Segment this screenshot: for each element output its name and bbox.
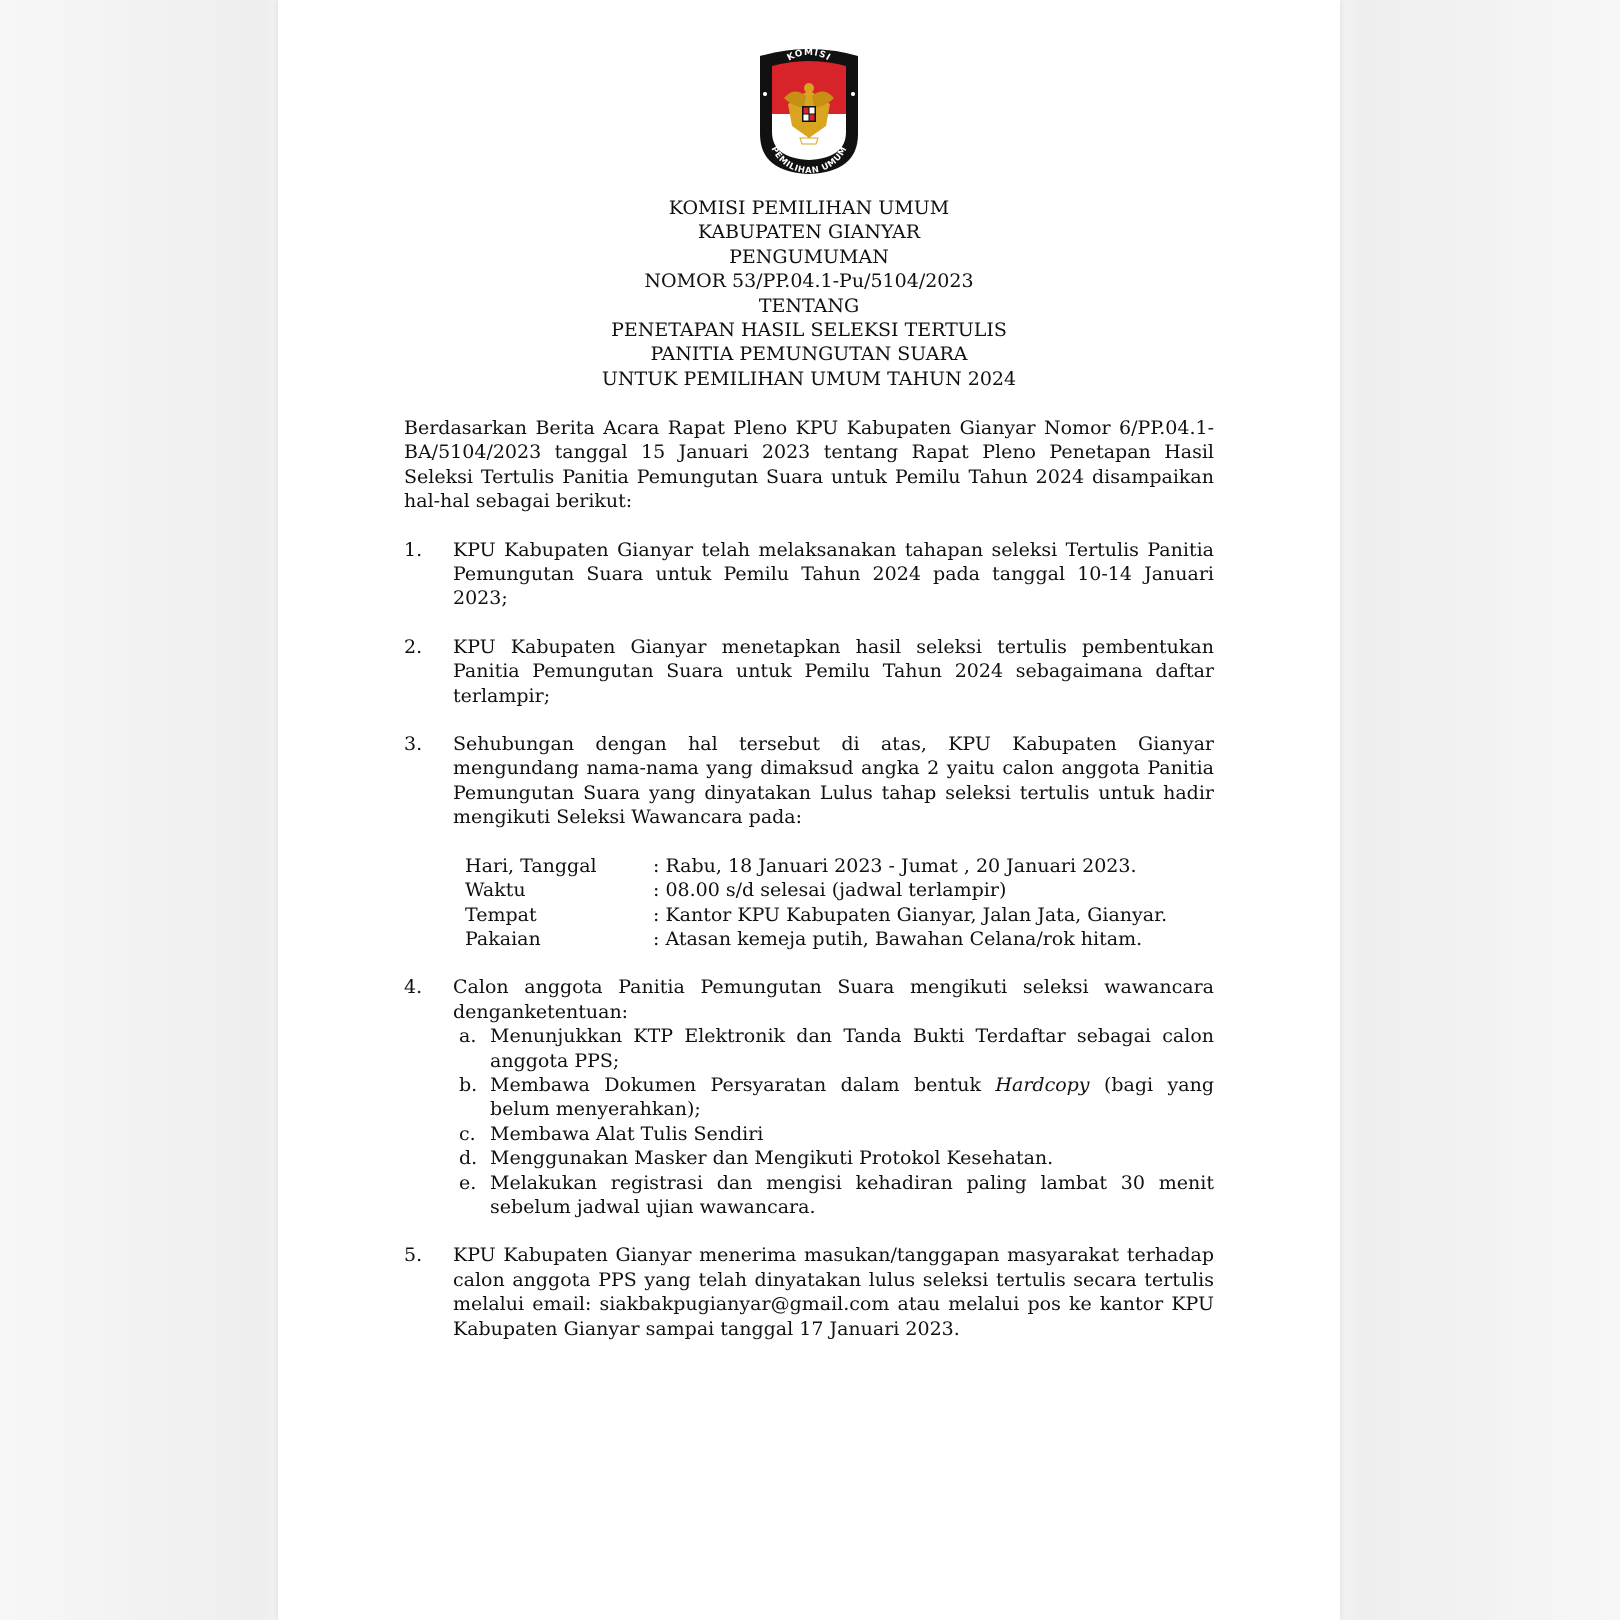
requirement-text: Membawa Alat Tulis Sendiri — [490, 1122, 764, 1145]
requirement-letter: e. — [459, 1171, 477, 1194]
requirement-item — [453, 1171, 1214, 1220]
schedule-label: Hari, Tanggal — [465, 854, 597, 877]
requirement-text: Menunjukkan KTP Elektronik dan Tanda Bukti Terdaftar sebagai calon anggota PPS; — [490, 1025, 1214, 1072]
header-line-subject-2: PANITIA PEMUNGUTAN SUARA — [650, 343, 968, 366]
list-item — [404, 1243, 1214, 1341]
header-line-type: PENGUMUMAN — [729, 245, 889, 268]
requirement-letter: d. — [459, 1147, 478, 1170]
list-item — [404, 635, 1214, 708]
schedule-value: : Atasan kemeja putih, Bawahan Celana/rok hitam. — [653, 927, 1143, 950]
schedule-row — [465, 903, 1214, 927]
schedule-value: : Rabu, 18 Januari 2023 - Jumat , 20 Januari 2023. — [653, 854, 1137, 877]
schedule-label: Waktu — [465, 879, 526, 902]
requirement-text-italic: Hardcopy — [995, 1073, 1090, 1096]
item-text: KPU Kabupaten Gianyar menetapkan hasil seleksi tertulis pembentukan Panitia Pemungutan Suara untuk Pemilu Tahun 2024 sebagaimana daftar terlampir; — [453, 635, 1214, 707]
list-item — [404, 975, 1214, 1219]
item-text: KPU Kabupaten Gianyar menerima masukan/tanggapan masyarakat terhadap calon anggota PPS yang telah dinyatakan lulus seleksi tertulis secara tertulis melalui email: siakbakpugianyar@gmail.com atau melalui pos ke kantor KPU Kabupaten Gianyar sampai tanggal 17 Januari 2023. — [453, 1244, 1214, 1340]
item-number: 2. — [404, 635, 423, 658]
item-text: Sehubungan dengan hal tersebut di atas, KPU Kabupaten Gianyar mengundang nama-nama yang dimaksud angka 2 yaitu calon anggota Panitia Pemungutan Suara yang dinyatakan Lulus tahap seleksi tertulis untuk hadir mengikuti Seleksi Wawancara pada: — [453, 733, 1214, 829]
logo-dot-right — [851, 92, 855, 96]
schedule-row — [465, 878, 1214, 902]
requirement-text-after: (bagi yang belum menyerahkan); — [490, 1073, 1214, 1121]
header-line-institution: KOMISI PEMILIHAN UMUM — [668, 197, 950, 219]
intro-paragraph: Berdasarkan Berita Acara Rapat Pleno KPU Kabupaten Gianyar Nomor 6/PP.04.1-BA/5104/2023 tanggal 15 Januari 2023 tentang Rapat Pleno Penetapan Hasil Seleksi Tertulis Panitia Pemungutan Suara untuk Pemilu Tahun 2024 disampaikan hal-hal sebagai berikut: — [404, 417, 1214, 513]
item-text: Calon anggota Panitia Pemungutan Suara mengikuti seleksi wawancara denganketentuan: — [453, 976, 1214, 1023]
announcement-body — [404, 416, 1214, 1365]
schedule-label: Tempat — [465, 903, 537, 926]
header-line-subject-1: PENETAPAN HASIL SELEKSI TERTULIS — [611, 319, 1007, 342]
logo-arc-bottom-text: PEMILIHAN UMUM — [768, 144, 850, 176]
item-number: 4. — [404, 976, 423, 999]
item-text: KPU Kabupaten Gianyar telah melaksanakan tahapan seleksi Tertulis Panitia Pemungutan Suara untuk Pemilu Tahun 2024 pada tanggal 10-14 Januari 2023; — [453, 538, 1214, 610]
requirement-item — [453, 1122, 1214, 1146]
header-line-number: NOMOR 53/PP.04.1-Pu/5104/2023 — [644, 270, 974, 293]
schedule-row — [465, 927, 1214, 951]
requirement-item — [453, 1073, 1214, 1122]
item-number: 5. — [404, 1244, 423, 1267]
logo-arc-top-text: KOMISI — [785, 47, 833, 64]
schedule-value: : 08.00 s/d selesai (jadwal terlampir) — [653, 879, 1007, 902]
kpu-logo — [754, 46, 864, 176]
requirement-letter: c. — [459, 1122, 476, 1145]
announcement-header — [278, 196, 1340, 391]
requirements-list — [453, 1024, 1214, 1219]
requirement-letter: b. — [459, 1073, 478, 1096]
header-line-about: TENTANG — [758, 294, 860, 317]
schedule-row — [465, 854, 1214, 878]
schedule-label: Pakaian — [465, 927, 541, 950]
requirement-item — [453, 1146, 1214, 1170]
item-number: 3. — [404, 733, 423, 756]
logo-dot-left — [763, 92, 767, 96]
requirement-item — [453, 1024, 1214, 1073]
list-item — [404, 732, 1214, 951]
requirement-text: Menggunakan Masker dan Mengikuti Protokol Kesehatan. — [490, 1147, 1054, 1170]
interview-schedule — [465, 854, 1214, 952]
document-page — [278, 0, 1340, 1620]
requirement-text: Melakukan registrasi dan mengisi kehadiran paling lambat 30 menit sebelum jadwal ujian wawancara. — [490, 1171, 1214, 1218]
requirement-text-before: Membawa Dokumen Persyaratan dalam bentuk — [490, 1073, 996, 1096]
schedule-value: : Kantor KPU Kabupaten Gianyar, Jalan Jata, Gianyar. — [653, 903, 1168, 926]
requirement-letter: a. — [459, 1025, 477, 1048]
item-number: 1. — [404, 538, 423, 561]
header-line-region: KABUPATEN GIANYAR — [697, 221, 921, 244]
list-item — [404, 538, 1214, 611]
header-line-subject-3: UNTUK PEMILIHAN UMUM TAHUN 2024 — [601, 367, 1017, 390]
